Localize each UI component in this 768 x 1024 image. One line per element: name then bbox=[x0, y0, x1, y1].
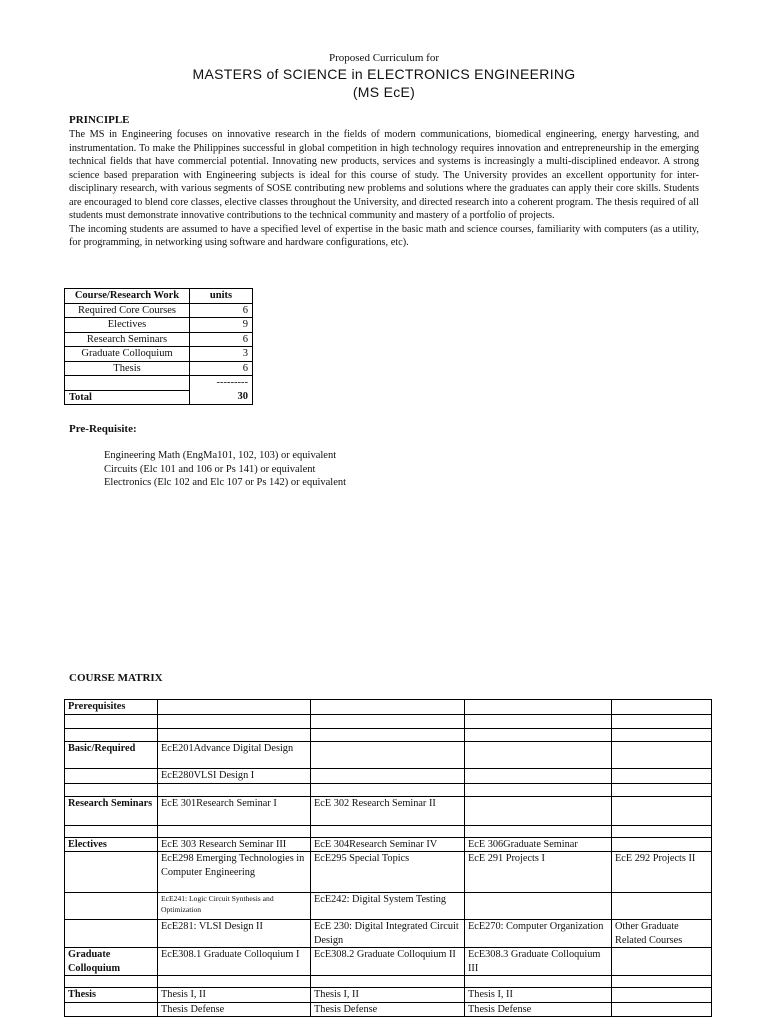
matrix-row-electives-2 bbox=[65, 852, 712, 893]
matrix-row-prerequisites bbox=[65, 700, 712, 715]
units-row-value: 3 bbox=[190, 347, 253, 362]
units-row-label: Graduate Colloquium bbox=[65, 347, 190, 362]
matrix-label-research: Research Seminars bbox=[65, 796, 158, 825]
matrix-cell bbox=[465, 700, 612, 715]
matrix-course-cell: Thesis Defense bbox=[158, 1002, 311, 1017]
matrix-row-blank bbox=[65, 715, 712, 729]
matrix-course-cell: Thesis I, II bbox=[465, 988, 612, 1003]
matrix-label-colloquium: Graduate Colloquium bbox=[65, 948, 158, 976]
matrix-cell bbox=[465, 742, 612, 769]
matrix-course-cell: EcE 291 Projects I bbox=[465, 852, 612, 893]
principle-heading: PRINCIPLE bbox=[69, 114, 130, 126]
matrix-row-blank bbox=[65, 825, 712, 837]
units-total-value: 30 bbox=[190, 390, 253, 405]
matrix-course-cell: EcE 292 Projects II bbox=[612, 852, 712, 893]
matrix-cell bbox=[612, 729, 712, 742]
matrix-course-cell: EcE 303 Research Seminar III bbox=[158, 837, 311, 852]
matrix-course-cell: Thesis I, II bbox=[158, 988, 311, 1003]
matrix-cell bbox=[465, 976, 612, 988]
matrix-cell bbox=[465, 796, 612, 825]
units-row-label: Thesis bbox=[65, 361, 190, 376]
matrix-cell bbox=[65, 976, 158, 988]
principle-paragraph-1: The MS in Engineering focuses on innovative research in the fields of modern communications, biomedical engineering, energy harvesting, and instrumentation. To make the Philippines successful in global competition in high technology requires innovation and entrepreneurship in the emerging technical fields that have commercial potential. Innovating new products, services and systems is increasingly a multi-disciplined endeavor. A strong science based preparation with Engineering subjects is ideal for this course of study. The University provides an excellent opportunity for inter-disciplinary research, with various segments of SOSE contributing new problems and solutions where the graduates can apply their core skills. Students are encouraged to blend core classes, elective classes throughout the University, and directed research into a coherent program. The thesis required of all students must demonstrate innovative contributions to the technical community and mastery of a portfolio of projects. bbox=[69, 129, 699, 221]
matrix-cell bbox=[65, 1002, 158, 1017]
prerequisite-heading: Pre-Requisite: bbox=[69, 423, 137, 435]
units-separator: --------- bbox=[190, 376, 253, 391]
matrix-label-thesis: Thesis bbox=[65, 988, 158, 1003]
matrix-cell bbox=[311, 783, 465, 796]
matrix-course-cell: EcE 304Research Seminar IV bbox=[311, 837, 465, 852]
units-row-value: 6 bbox=[190, 332, 253, 347]
units-row bbox=[65, 361, 253, 376]
matrix-row-electives bbox=[65, 837, 712, 852]
matrix-cell bbox=[612, 825, 712, 837]
document-subtitle: Proposed Curriculum for bbox=[329, 52, 439, 64]
matrix-row-basic-2 bbox=[65, 769, 712, 784]
matrix-cell bbox=[465, 729, 612, 742]
units-row-label: Required Core Courses bbox=[65, 303, 190, 318]
matrix-cell bbox=[65, 920, 158, 948]
matrix-cell bbox=[612, 783, 712, 796]
matrix-row-electives-3 bbox=[65, 893, 712, 920]
units-row-value: 9 bbox=[190, 318, 253, 333]
units-row bbox=[65, 303, 253, 318]
matrix-cell bbox=[612, 837, 712, 852]
matrix-course-cell: EcE295 Special Topics bbox=[311, 852, 465, 893]
matrix-row-research bbox=[65, 796, 712, 825]
matrix-row-blank bbox=[65, 729, 712, 742]
matrix-course-cell: EcE281: VLSI Design II bbox=[158, 920, 311, 948]
matrix-cell bbox=[311, 700, 465, 715]
principle-paragraph-2: The incoming students are assumed to have a specified level of expertise in the basic math and science courses, familiarity with computers (as a utility, for programming, in networking using software and hardware configurations, etc). bbox=[69, 223, 699, 248]
prerequisite-item: Circuits (Elc 101 and 106 or Ps 141) or equivalent bbox=[104, 463, 316, 475]
matrix-cell bbox=[465, 893, 612, 920]
course-matrix-heading: COURSE MATRIX bbox=[69, 672, 163, 684]
matrix-row-blank bbox=[65, 976, 712, 988]
units-separator-row bbox=[65, 376, 253, 391]
matrix-cell bbox=[158, 729, 311, 742]
matrix-cell bbox=[465, 783, 612, 796]
matrix-cell bbox=[612, 976, 712, 988]
matrix-cell bbox=[311, 825, 465, 837]
matrix-row-thesis-2 bbox=[65, 1002, 712, 1017]
matrix-course-cell: EcE280VLSI Design I bbox=[158, 769, 311, 784]
matrix-cell bbox=[612, 715, 712, 729]
prerequisite-list bbox=[104, 449, 346, 490]
matrix-cell bbox=[65, 715, 158, 729]
matrix-course-cell: EcE 230: Digital Integrated Circuit Design bbox=[311, 920, 465, 948]
matrix-cell bbox=[158, 825, 311, 837]
matrix-course-cell: Thesis Defense bbox=[311, 1002, 465, 1017]
matrix-cell bbox=[612, 769, 712, 784]
matrix-course-cell: EcE 306Graduate Seminar bbox=[465, 837, 612, 852]
matrix-course-cell: EcE201Advance Digital Design bbox=[158, 742, 311, 769]
units-total-label: Total bbox=[65, 390, 190, 405]
units-table bbox=[64, 288, 253, 405]
matrix-course-cell: EcE308.3 Graduate Colloquium III bbox=[465, 948, 612, 976]
units-total-row bbox=[65, 390, 253, 405]
matrix-cell bbox=[465, 769, 612, 784]
matrix-cell bbox=[612, 988, 712, 1003]
units-row bbox=[65, 347, 253, 362]
matrix-row-colloquium bbox=[65, 948, 712, 976]
matrix-label-prerequisites: Prerequisites bbox=[65, 700, 158, 715]
matrix-row-thesis bbox=[65, 988, 712, 1003]
units-separator-empty bbox=[65, 376, 190, 391]
matrix-cell bbox=[465, 715, 612, 729]
course-matrix-table bbox=[64, 699, 712, 1017]
matrix-cell bbox=[65, 893, 158, 920]
matrix-cell bbox=[158, 700, 311, 715]
matrix-cell bbox=[612, 742, 712, 769]
matrix-course-cell: EcE241: Logic Circuit Synthesis and Optimization bbox=[158, 893, 311, 920]
matrix-cell bbox=[65, 852, 158, 893]
matrix-row-blank bbox=[65, 783, 712, 796]
matrix-course-cell: EcE 301Research Seminar I bbox=[158, 796, 311, 825]
matrix-cell bbox=[158, 715, 311, 729]
matrix-course-cell: EcE270: Computer Organization bbox=[465, 920, 612, 948]
units-row-label: Electives bbox=[65, 318, 190, 333]
matrix-label-basic: Basic/Required bbox=[65, 742, 158, 769]
matrix-course-cell: Thesis Defense bbox=[465, 1002, 612, 1017]
matrix-course-cell: EcE308.1 Graduate Colloquium I bbox=[158, 948, 311, 976]
units-row bbox=[65, 332, 253, 347]
matrix-cell bbox=[65, 729, 158, 742]
units-row-label: Research Seminars bbox=[65, 332, 190, 347]
matrix-course-cell: EcE308.2 Graduate Colloquium II bbox=[311, 948, 465, 976]
units-header-units: units bbox=[190, 289, 253, 304]
units-row-value: 6 bbox=[190, 303, 253, 318]
matrix-course-cell: EcE242: Digital System Testing bbox=[311, 893, 465, 920]
matrix-cell bbox=[311, 742, 465, 769]
matrix-cell bbox=[612, 948, 712, 976]
matrix-cell bbox=[612, 1002, 712, 1017]
matrix-cell bbox=[65, 783, 158, 796]
matrix-cell bbox=[612, 796, 712, 825]
prerequisite-item: Electronics (Elc 102 and Elc 107 or Ps 142) or equivalent bbox=[104, 477, 347, 488]
matrix-cell bbox=[311, 976, 465, 988]
document-title: MASTERS of SCIENCE in ELECTRONICS ENGINEERING bbox=[192, 66, 576, 82]
matrix-row-basic bbox=[65, 742, 712, 769]
matrix-cell bbox=[65, 825, 158, 837]
units-row-value: 6 bbox=[190, 361, 253, 376]
matrix-cell bbox=[158, 976, 311, 988]
matrix-cell bbox=[311, 769, 465, 784]
units-header-course: Course/Research Work bbox=[65, 289, 190, 304]
matrix-cell bbox=[65, 769, 158, 784]
matrix-label-electives: Electives bbox=[65, 837, 158, 852]
document-abbreviation: (MS EcE) bbox=[352, 84, 416, 100]
units-row bbox=[65, 318, 253, 333]
matrix-cell bbox=[465, 825, 612, 837]
matrix-cell bbox=[612, 893, 712, 920]
matrix-row-electives-4 bbox=[65, 920, 712, 948]
matrix-course-cell: EcE298 Emerging Technologies in Computer Engineering bbox=[158, 852, 311, 893]
matrix-course-cell: Thesis I, II bbox=[311, 988, 465, 1003]
matrix-cell bbox=[311, 729, 465, 742]
principle-text bbox=[69, 128, 699, 250]
matrix-cell bbox=[612, 700, 712, 715]
matrix-course-cell: Other Graduate Related Courses bbox=[612, 920, 712, 948]
units-table-header bbox=[65, 289, 253, 304]
matrix-cell bbox=[311, 715, 465, 729]
prerequisite-item: Engineering Math (EngMa101, 102, 103) or equivalent bbox=[104, 450, 337, 461]
matrix-cell bbox=[158, 783, 311, 796]
matrix-course-cell: EcE 302 Research Seminar II bbox=[311, 796, 465, 825]
